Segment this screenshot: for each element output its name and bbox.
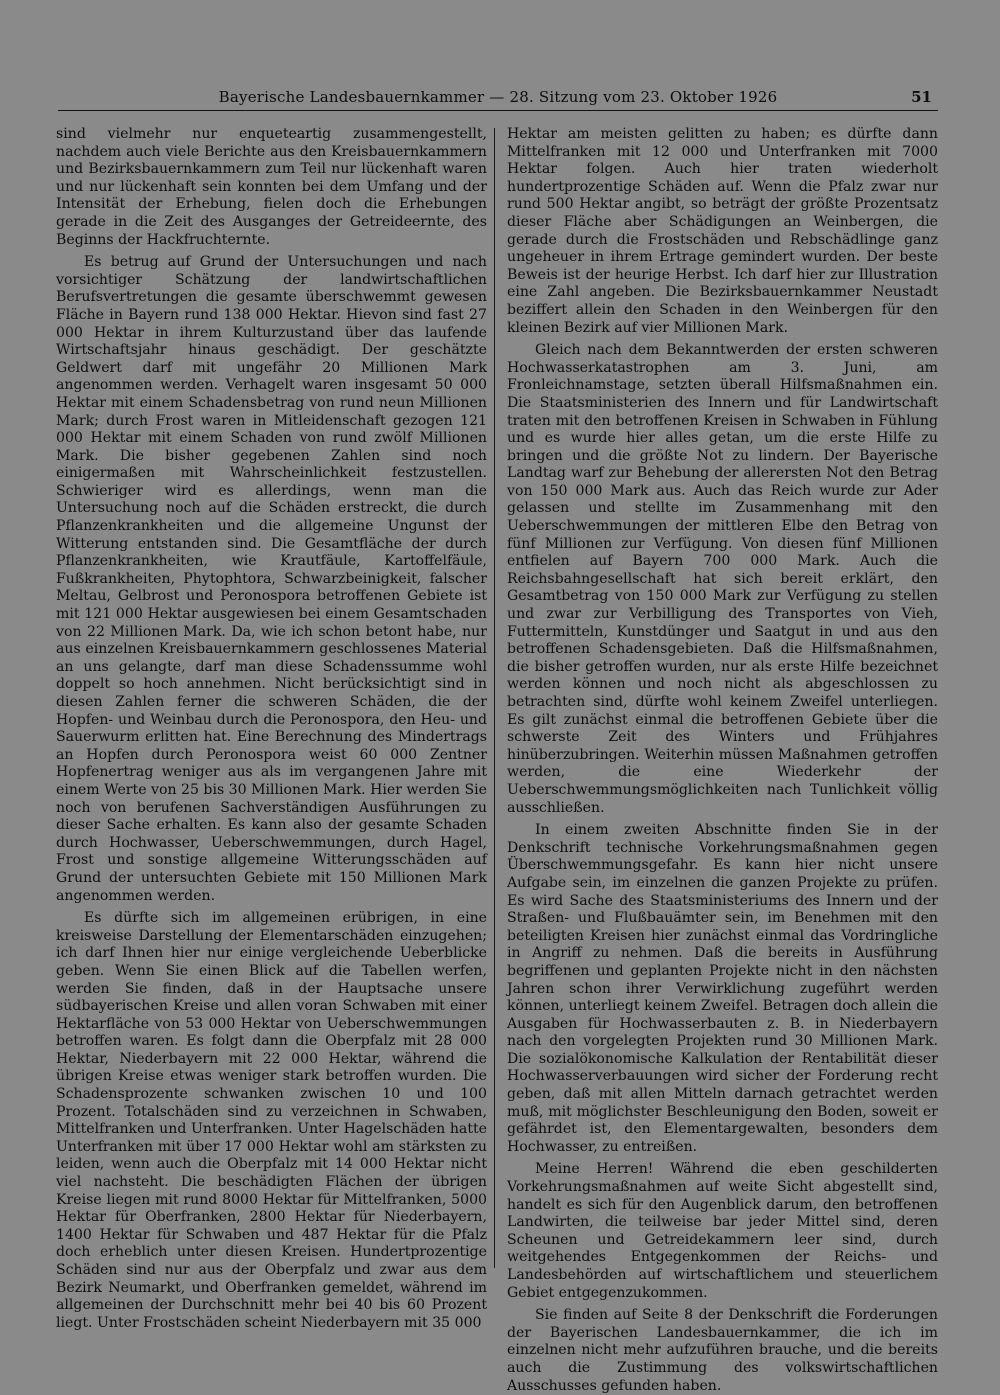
paragraph: Es dürfte sich im allgemeinen erübrigen, in eine kreisweise Darstellung der Elementarschäden einzugehen; ich darf Ihnen hier nur einige vergleichende Ueberblicke geben. Wenn Sie einen Blick auf die Tabellen werfen, werden Sie finden, daß in der Hauptsache unsere südbayerischen Kreise und allen voran Schwaben mit einer Hektarfläche von 53 000 Hektar von Ueberschwemmungen betroffen waren. Es folgt dann die Oberpfalz mit 28 000 Hektar, Niederbayern mit 22 000 Hektar, während die übrigen Kreise etwas weniger stark betroffen wurden. Die Schadensprozente schwanken zwischen 10 und 100 Prozent. Totalschäden sind zu verzeichnen in Schwaben, Mittelfranken und Unterfranken. Unter Hagelschäden hatte Unterfranken mit über 17 000 Hektar wohl am stärksten zu leiden, wenn auch die Oberpfalz mit 14 000 Hektar nicht viel nachsteht. Die beschädigten Flächen der übrigen Kreise liegen mit rund 8000 Hektar für Mittelfranken, 5000 Hektar für Oberfranken, 2800 Hektar für Niederbayern, 1400 Hektar für Schwaben und 487 Hektar für die Pfalz doch erheblich unter diesen Kreisen. Hundertprozentige Schäden sind nur aus der Oberpfalz und zwar aus dem Bezirk Neumarkt, und Oberfranken gemeldet, während im allgemeinen der Durchschnitt mehr bei 40 bis 60 Prozent liegt. Unter Frostschäden scheint Niederbayern mit 35 000 xyxy=(56,910,487,1331)
column-divider xyxy=(494,128,495,1268)
paragraph: sind vielmehr nur enqueteartig zusammengestellt, nachdem auch viele Berichte aus den Kreisbauernkammern und Bezirksbauernkammern zum Teil nur lückenhaft waren und nur lückenhaft sein konnten bei dem Umfang und der Intensität der Erhebung, fielen doch die Erhebungen gerade in die Zeit des Ausganges der Getreideernte, des Beginns der Hackfruchternte. xyxy=(56,126,487,248)
paragraph: Sie finden auf Seite 8 der Denkschrift die Forderungen der Bayerischen Landesbauernkammer, die ich im einzelnen nicht mehr aufzuführen brauche, und die bereits auch die Zustimmung des volkswirtschaftlichen Ausschusses gefunden haben. xyxy=(507,1307,938,1394)
paragraph: Gleich nach dem Bekanntwerden der ersten schweren Hochwasserkatastrophen am 3. Juni, am Fronleichnamstage, setzten überall Hilfsmaßnahmen ein. Die Staatsministerien des Innern und für Landwirtschaft traten mit den betroffenen Kreisen in Schwaben in Fühlung und es wurde hier alles getan, um die erste Hilfe zu bringen und die größte Not zu lindern. Der Bayerische Landtag warf zur Behebung der allerersten Not den Betrag von 150 000 Mark aus. Auch das Reich wurde zur Ader gelassen und stellte im Zusammenhang mit den Ueberschwemmungen der mittleren Elbe den Betrag von fünf Millionen zur Verfügung. Von diesen fünf Millionen entfielen auf Bayern 700 000 Mark. Auch die Reichsbahngesellschaft hat sich bereit erklärt, den Gesamtbetrag von 150 000 Mark zur Verfügung zu stellen und zwar zur Verbilligung des Transportes von Vieh, Futtermitteln, Kunstdünger und Saatgut in und aus den betroffenen Schadensgebieten. Daß die Hilfsmaßnahmen, die bisher getroffen wurden, nur als erste Hilfe bezeichnet werden können und noch nicht als abgeschlossen zu betrachten sind, dürfte wohl keinem Zweifel unterliegen. Es gilt zunächst einmal die betroffenen Gebiete über die schwerste Zeit des Winters und Frühjahres hinüberzubringen. Weiterhin müssen Maßnahmen getroffen werden, die eine Wiederkehr der Ueberschwemmungsmöglichkeiten nach Tunlichkeit völlig ausschließen. xyxy=(507,342,938,816)
running-header xyxy=(58,86,938,111)
right-column xyxy=(507,126,938,1394)
page-number: 51 xyxy=(911,88,932,106)
running-title: Bayerische Landesbauernkammer — 28. Sitzung vom 23. Oktober 1926 xyxy=(218,88,778,106)
paragraph: Es betrug auf Grund der Untersuchungen und nach vorsichtiger Schätzung der landwirtschaftlichen Berufsvertretungen die gesamte überschwemmt gewesen Fläche in Bayern rund 138 000 Hektar. Hievon sind fast 27 000 Hektar in ihrem Kulturzustand über das laufende Wirtschaftsjahr hinaus geschädigt. Der geschätzte Geldwert darf mit ungefähr 20 Millionen Mark angenommen werden. Verhagelt waren insgesamt 50 000 Hektar mit einem Schadensbetrag von rund neun Millionen Mark; durch Frost waren in Mitleidenschaft gezogen 121 000 Hektar mit einem Schaden von rund zwölf Millionen Mark. Die bisher gegebenen Zahlen sind noch einigermaßen mit Wahrscheinlichkeit festzustellen. Schwieriger wird es allerdings, wenn man die Untersuchung noch auf die Schäden erstreckt, die durch Pflanzenkrankheiten und die allgemeine Ungunst der Witterung entstanden sind. Die Gesamtfläche der durch Pflanzenkrankheiten, wie Krautfäule, Kartoffelfäule, Fußkrankheiten, Phytophtora, Schwarzbeinigkeit, falscher Meltau, Gelbrost und Peronospora betroffenen Gebiete ist mit 121 000 Hektar ausgewiesen bei einem Gesamtschaden von 22 Millionen Mark. Da, wie ich schon betont habe, nur aus einzelnen Kreisbauernkammern geschlossenes Material an uns gelangte, darf man diese Schadenssumme wohl doppelt so hoch annehmen. Nicht berücksichtigt sind in diesen Zahlen ferner die schweren Schäden, die der Hopfen- und Weinbau durch die Peronospora, den Heu- und Sauerwurm erlitten hat. Eine Berechnung des Mindertrags an Hopfen durch Peronospora weist 60 000 Zentner Hopfenertrag weniger aus als im vergangenen Jahre mit einem Werte von 25 bis 30 Millionen Mark. Hier werden Sie noch von berufenen Sachverständigen Ausführungen zu dieser Sache erhalten. Es kann also der gesamte Schaden durch Hochwasser, Ueberschwemmungen, durch Hagel, Frost und sonstige allgemeine Witterungsschäden auf Grund der untersuchten Gebiete mit 150 Millionen Mark angenommen werden. xyxy=(56,254,487,904)
paragraph: Meine Herren! Während die eben geschilderten Vorkehrungsmaßnahmen auf weite Sicht abgestellt sind, handelt es sich für den Augenblick darum, den betroffenen Landwirten, die teilweise bar jeder Mittel sind, deren Scheunen und Getreidekammern leer sind, durch weitgehendes Entgegenkommen der Reichs- und Landesbehörden auf wirtschaftlichem und steuerlichem Gebiet entgegenzukommen. xyxy=(507,1161,938,1301)
left-column xyxy=(56,126,487,1331)
paragraph: Hektar am meisten gelitten zu haben; es dürfte dann Mittelfranken mit 12 000 und Unterfranken mit 7000 Hektar folgen. Auch hier traten wiederholt hundertprozentige Schäden auf. Wenn die Pfalz zwar nur rund 500 Hektar angibt, so beträgt der größte Prozentsatz dieser Fläche aber Schädigungen an Weinbergen, die gerade durch die Frostschäden und Rebschädlinge ganz ungeheuer in ihrem Ertrage gemindert wurden. Der beste Beweis ist der heurige Herbst. Ich darf hier zur Illustration eine Zahl angeben. Die Bezirksbauernkammer Neustadt beziffert allein den Schaden in den Weinbergen für den kleinen Bezirk auf vier Millionen Mark. xyxy=(507,126,938,336)
paragraph: In einem zweiten Abschnitte finden Sie in der Denkschrift technische Vorkehrungsmaßnahmen gegen Überschwemmungsgefahr. Es kann hier nicht unsere Aufgabe sein, im einzelnen die ganzen Projekte zu prüfen. Es wird Sache des Staatsministeriums des Innern und der Straßen- und Flußbauämter sein, im Benehmen mit den beteiligten Kreisen hier zunächst einmal das Vordringliche in Angriff zu nehmen. Daß die bereits in Ausführung begriffenen und geplanten Projekte nicht in den nächsten Jahren schon ihrer Verwirklichung zugeführt werden können, unterliegt keinem Zweifel. Betragen doch allein die Ausgaben für Hochwasserbauten z. B. in Niederbayern nach den vorgelegten Projekten rund 30 Millionen Mark. Die sozialökonomische Kalkulation der Rentabilität dieser Hochwasserverbauungen wird sicher der Forderung recht geben, daß mit allen Mitteln darnach getrachtet werden muß, mit möglichster Beschleunigung den Boden, soweit er gefährdet ist, den Elementargewalten, besonders dem Hochwasser, zu entreißen. xyxy=(507,822,938,1155)
